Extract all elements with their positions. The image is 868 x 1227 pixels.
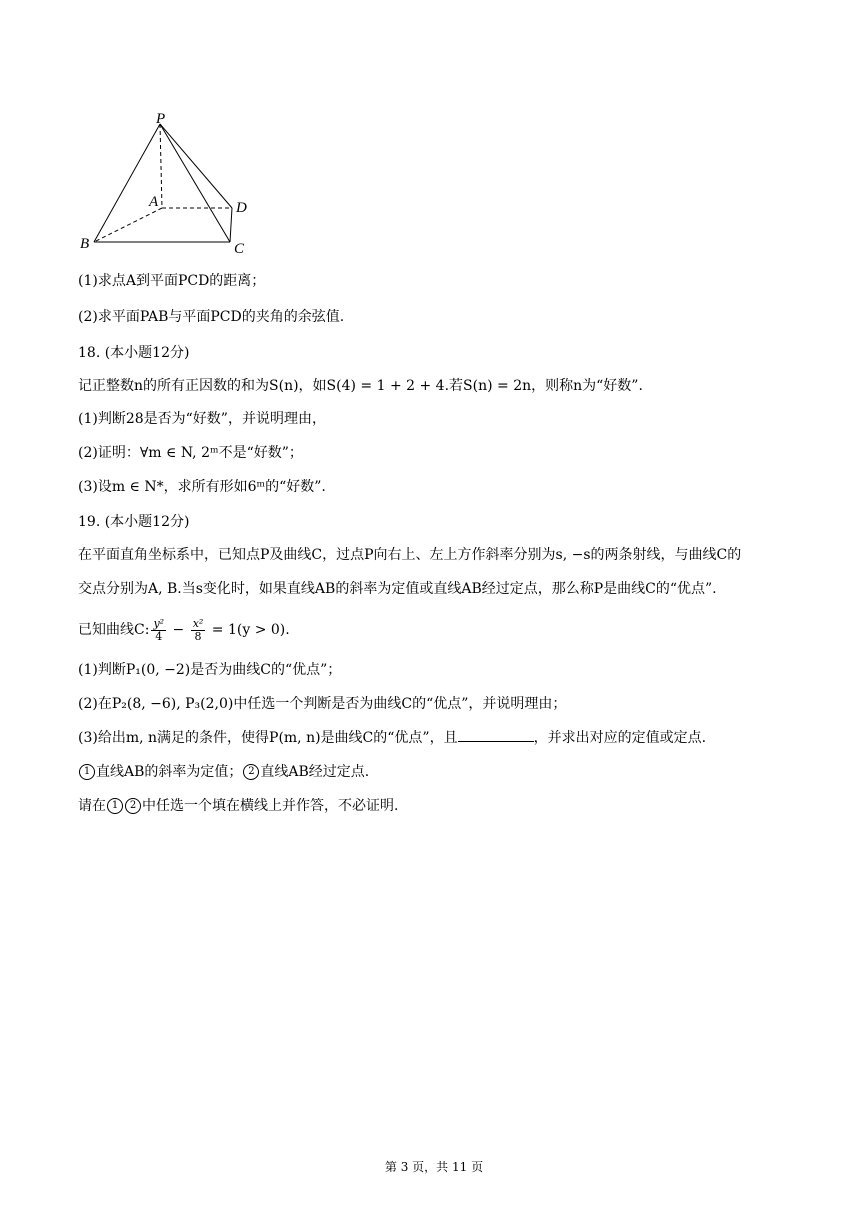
q17-part2: (2)求平面PAB与平面PCD的夹角的余弦值.	[78, 309, 345, 325]
edge-PB	[94, 124, 160, 242]
q17-part1: (1)求点A到平面PCD的距离；	[78, 273, 266, 289]
q18-part1: (1)判断28是否为“好数”，并说明理由，	[78, 411, 326, 427]
q19-instruction	[78, 797, 398, 815]
minus-sign: −	[172, 622, 185, 638]
label-A: A	[149, 194, 159, 210]
edge-PA	[160, 124, 162, 208]
instruction-text-a: 请在	[78, 798, 106, 814]
frac2-numerator: x²	[192, 616, 204, 630]
circled-number-2: 2	[243, 764, 259, 780]
instruction-text-b: 中任选一个填在横线上并作答，不必证明.	[142, 798, 399, 814]
q19-part3-text-a: (3)给出m, n满足的条件，使得P(m, n)是曲线C的“优点”，且	[78, 730, 458, 746]
label-B: B	[80, 236, 90, 252]
curve-prefix: 已知曲线C:	[78, 622, 150, 638]
edge-DC	[230, 208, 232, 242]
q18-part3: (3)设m ∈ N*，求所有形如6ᵐ的“好数”.	[78, 479, 326, 495]
answer-blank	[458, 729, 534, 742]
q19-header: 19. (本小题12分)	[78, 514, 190, 530]
option-2-text: 直线AB经过定点.	[260, 764, 370, 780]
frac1-denominator: 4	[155, 629, 163, 643]
circled-number-1: 1	[79, 764, 95, 780]
page-footer: 第 3 页，共 11 页	[384, 1160, 484, 1174]
q19-stem-line2: 交点分别为A, B.当s变化时，如果直线AB的斜率为定值或直线AB经过定点，那么称P是曲线C的“优点”.	[78, 581, 717, 597]
instruction-circled-2: 2	[125, 798, 141, 814]
edge-PC	[160, 124, 230, 242]
label-P: P	[156, 111, 166, 127]
q19-options	[78, 763, 369, 781]
fraction-x2-over-8	[191, 618, 206, 643]
q19-part3	[78, 729, 706, 747]
edge-PD	[160, 124, 232, 208]
pyramid-figure	[74, 108, 264, 258]
label-D: D	[236, 200, 247, 216]
curve-suffix: = 1(y > 0).	[211, 622, 290, 638]
q19-part2: (2)在P₂(8, −6), P₃(2,0)中任选一个判断是否为曲线C的“优点”，并说明理由；	[78, 696, 567, 712]
q19-curve-equation	[78, 616, 290, 644]
q18-part2: (2)证明：∀m ∈ N, 2ᵐ不是“好数”；	[78, 445, 303, 461]
frac1-numerator: y²	[153, 616, 165, 630]
option-1-text: 直线AB的斜率为定值；	[96, 764, 243, 780]
q18-header: 18. (本小题12分)	[78, 345, 190, 361]
q19-stem-line1: 在平面直角坐标系中，已知点P及曲线C，过点P向右上、左上方作斜率分别为s, −s的两条射线，与曲线C的	[78, 547, 742, 563]
q19-part3-text-b: ，并求出对应的定值或定点.	[533, 730, 707, 746]
pyramid-diagram	[74, 108, 264, 258]
label-C: C	[234, 241, 245, 257]
frac2-denominator: 8	[194, 629, 202, 643]
edge-AB	[94, 208, 162, 242]
instruction-circled-1: 1	[107, 798, 123, 814]
fraction-y2-over-4	[151, 618, 166, 643]
q18-stem: 记正整数n的所有正因数的和为S(n)，如S(4) = 1 + 2 + 4.若S(n) = 2n，则称n为“好数”.	[78, 378, 643, 394]
q19-part1: (1)判断P₁(0, −2)是否为曲线C的“优点”；	[78, 662, 342, 678]
